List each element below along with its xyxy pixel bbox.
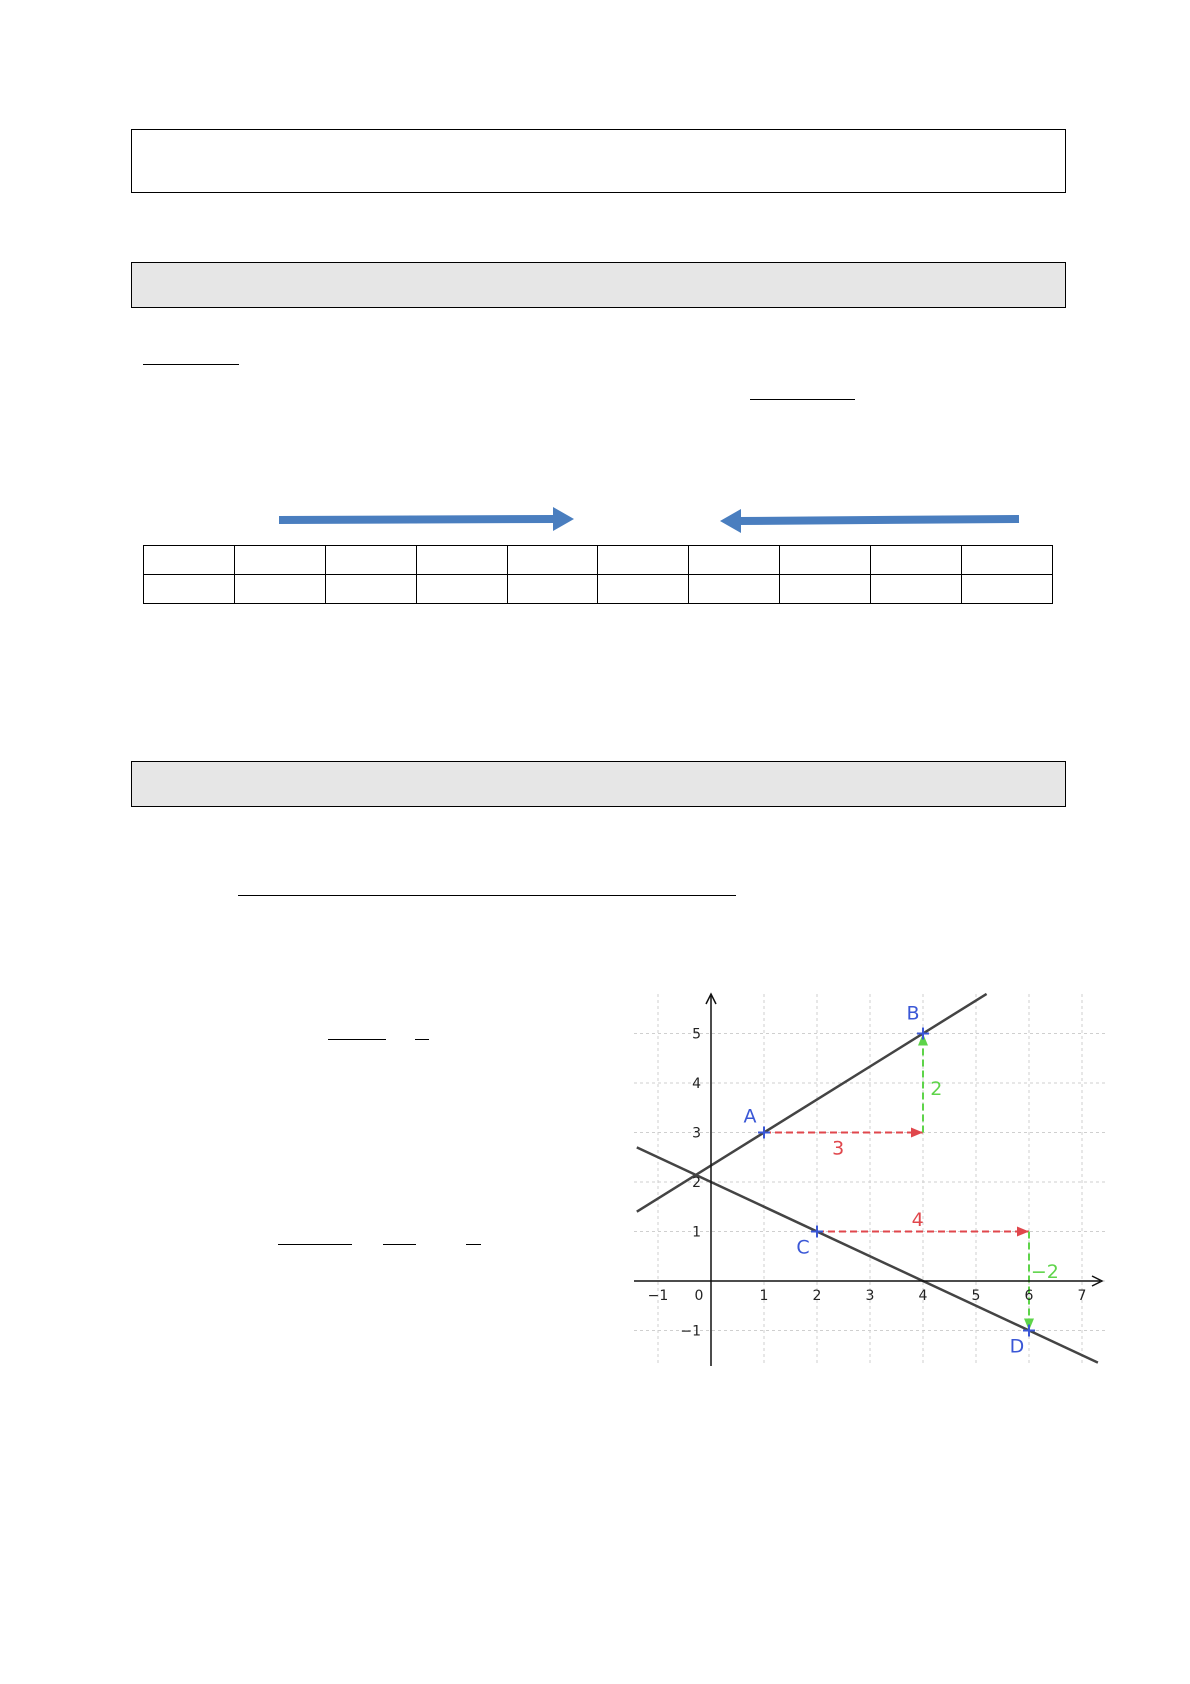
y-tick-label: 2 (692, 1175, 701, 1191)
arrow-left-icon (720, 509, 1019, 533)
y-tick-label: 4 (692, 1076, 701, 1092)
table-row (144, 546, 1053, 575)
step-arrow-icon (1017, 1227, 1029, 1237)
x-tick-label: 4 (918, 1288, 928, 1304)
fraction-bar-4 (383, 1244, 416, 1245)
y-tick-label: 5 (692, 1026, 701, 1043)
point-label: B (906, 1002, 920, 1025)
point-label: D (1009, 1335, 1025, 1358)
section-header-2 (131, 761, 1066, 807)
x-tick-label: 3 (865, 1288, 875, 1304)
graph-line-1 (637, 994, 987, 1212)
x-tick-label: 0 (694, 1288, 704, 1304)
x-tick-label: 6 (1024, 1288, 1034, 1304)
arrow-right-icon (279, 507, 574, 531)
x-tick-label: −1 (647, 1288, 669, 1304)
step-label: 4 (911, 1209, 924, 1232)
x-tick-label: 7 (1077, 1288, 1087, 1304)
step-label: −2 (1030, 1261, 1059, 1284)
direction-arrows (0, 0, 1190, 560)
step-label: 2 (930, 1077, 943, 1100)
fraction-bar-2 (415, 1039, 429, 1040)
x-tick-label: 1 (759, 1288, 769, 1304)
underline-subtitle (238, 895, 736, 896)
y-tick-label: −1 (680, 1323, 701, 1340)
fraction-bar-3 (278, 1244, 352, 1245)
table-row (144, 575, 1053, 604)
slope-graph (630, 990, 1110, 1370)
point-label: A (743, 1105, 757, 1128)
step-arrow-icon (911, 1128, 923, 1138)
y-tick-label: 3 (692, 1125, 701, 1142)
point-label: C (796, 1236, 810, 1259)
x-tick-label: 2 (812, 1288, 822, 1304)
step-label: 3 (832, 1137, 845, 1160)
y-tick-label: 1 (692, 1224, 701, 1241)
fraction-bar-5 (466, 1244, 481, 1245)
value-table (143, 545, 1053, 604)
x-tick-label: 5 (971, 1288, 981, 1304)
fraction-bar-1 (328, 1039, 386, 1040)
